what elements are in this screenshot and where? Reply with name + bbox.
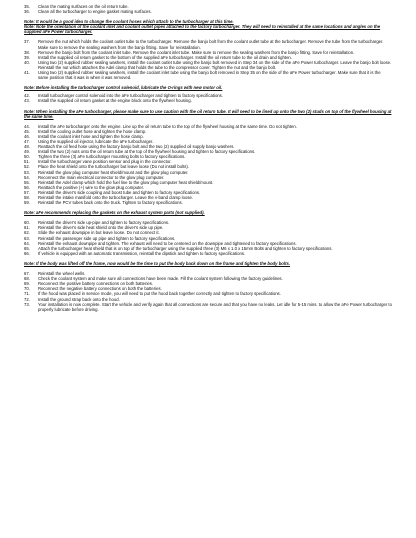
step-text: Install the aFe turbocharger onto the engine. Line up the oil return tube to the top of the flywheel housing at the same time. Do not tighten. xyxy=(38,123,297,129)
step-text: Remove the nut which holds the coolant outlet tube to the turbocharger. Remove the banjo bolt from the coolant outlet tube at the turbocharger. Remove the tube from the turbocharger. Make sure to remove the sealing washers from the banjo fitting. Save for reinstallation. xyxy=(38,39,384,50)
step-text: Reconnect the negative battery connections on both the batteries. xyxy=(38,286,162,292)
step-text: Install the turbocharger vane position sensor and plug in the connector. xyxy=(38,159,172,165)
step-number: 45. xyxy=(24,128,30,134)
step-text: Install the supplied oil return gasket at the engine block onto the flywheel housing. xyxy=(38,98,192,104)
step-text: Reinstall the wheel wells. xyxy=(38,271,86,277)
step-text: Reinstall the driver's side up-pipe and tighten to factory specifications. xyxy=(38,220,170,226)
step-text: Using the supplied oil injector, lubricate the aFe turbocharger. xyxy=(38,138,154,144)
step-number: 40. xyxy=(24,59,30,65)
step-number: 37. xyxy=(24,39,30,45)
step-text: If the hood was placed in service mode, you will need to put the hood back together correctly and tighten to factory specifications. xyxy=(38,291,281,297)
note-oil-return: Note: When installing the aFe turbocharger, please make sure to use caution with the oil return tube. It will need to be lined up onto the two (2) studs on top of the flywheel housing at the same time. xyxy=(24,108,392,119)
step-number: 60. xyxy=(24,220,30,226)
step-number: 72. xyxy=(24,296,30,302)
step-text: Clean all the turbocharger to engine gasket mating surfaces. xyxy=(38,9,152,15)
step-text: Install the supplied oil return gasket to the bottom of the supplied aFe turbocharger. Install the oil return tube to the oil drain and tighten. xyxy=(38,54,292,60)
step-text: Install the coolant inlet hose and tighten the hose clamp. xyxy=(38,133,144,139)
step-number: 48. xyxy=(24,144,30,150)
step-text: Reinstall the Adel clamp which hold the fuel line to the glow plug computer heat shield/mount. xyxy=(38,179,214,185)
step-number: 59. xyxy=(24,200,30,206)
steps-list xyxy=(24,220,392,256)
step-text: Reconnect the main electrical connector to the glow plug computer. xyxy=(38,174,165,180)
steps-list xyxy=(24,39,392,80)
step-number: 47. xyxy=(24,138,30,144)
step-number: 64. xyxy=(24,240,30,246)
step-text: Clean the mating surfaces on the oil return tube. xyxy=(38,4,129,9)
step-text: Reinstall the intake manifold onto the turbocharger. Leave the v-band clamp loose. xyxy=(38,195,193,200)
step-text: Install turbocharger control solenoid into the aFe turbocharger and tighten to factory specifications. xyxy=(38,93,223,99)
list-item xyxy=(24,251,392,256)
step-number: 61. xyxy=(24,225,30,231)
step-text: Install the two (2) nuts onto the oil return tube at the top of the flywheel housing and tighten to factory specifications. xyxy=(38,149,256,155)
step-number: 53. xyxy=(24,169,30,175)
list-item xyxy=(24,9,392,14)
note-body-bolts: Note: If the body was lifted off the frame, now would be the time to put the body back down on the frame and tighten the body bolts. xyxy=(24,260,291,266)
step-text: Install the ground strap back onto the hood. xyxy=(38,296,120,302)
step-number: 69. xyxy=(24,281,30,287)
step-text: Reinstall the exhaust downpipe and tighten. The exhaust will need to be centered on the downpipe and tightened to factory specifications. xyxy=(38,240,297,246)
step-text: Your installation is now complete. Start the vehicle and verify again that all connections are secure and that you have no leaks. Let idle for 5-15 mins. to allow the aFe Power turbocharger to properly lubricate before driving. xyxy=(38,301,392,312)
note-coolant-hoses: Note: It would be a good idea to change the coolant hoses which attach to the turbocharger at this time. xyxy=(24,19,234,25)
step-text: Install the cooling outlet hose and tighten the hose clamp. xyxy=(38,128,147,134)
step-text: If vehicle is equipped with an automatic transmission, reinstall the dipstick and tighten to factory specifications. xyxy=(38,250,246,256)
list-item xyxy=(24,39,392,49)
note-solenoid: Note: Before installing the turbocharger control solenoid, lubricate the O-rings with new motor oil. xyxy=(24,85,223,91)
step-number: 67. xyxy=(24,271,30,277)
step-number: 42. xyxy=(24,93,30,99)
step-text: Reconnect the positive battery connections on both batteries. xyxy=(38,281,154,287)
step-number: 35. xyxy=(24,4,30,9)
step-number: 50. xyxy=(24,154,30,160)
list-item xyxy=(24,98,392,103)
step-number: 68. xyxy=(24,276,30,282)
step-number: 57. xyxy=(24,189,30,195)
step-text: Reinstall the glow plug computer heat shield/mount and the glow plug computer. xyxy=(38,169,189,175)
step-text: Using two (2) supplied rubber sealing washers, install the coolant inlet tube using the banjo bolt removed in Step 35 on the side of the aFe Power turbocharger. Make sure that it is the same position that it was in when it was removed. xyxy=(38,70,381,81)
step-number: 54. xyxy=(24,174,30,180)
step-text: Reattach the oil feed hose using the factory banjo bolt and the two (2) supplied oil supply banjo washers. xyxy=(38,144,235,150)
step-text: Reinstall the driver's side heat shield onto the driver's side up pipe. xyxy=(38,225,164,231)
step-number: 41. xyxy=(24,70,30,76)
step-number: 58. xyxy=(24,195,30,200)
step-text: Tighten the three (3) aFe turbocharger mounting bolts to factory specifications. xyxy=(38,154,186,160)
step-number: 70. xyxy=(24,286,30,292)
note-gaskets: Note: aFe recommends replacing the gaskets on the exhaust system parts (not supplied). xyxy=(24,210,205,216)
steps-list xyxy=(24,93,392,103)
step-text: Slide the exhaust downpipe in but leave loose. Do not connect it. xyxy=(38,230,160,236)
step-number: 39. xyxy=(24,54,30,60)
step-text: Remove the banjo bolt from the coolant inlet tube. Remove the coolant inlet tube. Make sure to remove the sealing washers from the banjo fitting. Save for reinstallation. xyxy=(38,49,355,55)
step-text: Place the heat shield onto the turbocharger but leave loose (Do not install bolts). xyxy=(38,164,189,170)
step-number: 44. xyxy=(24,123,30,129)
step-text: Check the coolant system and make sure all connections have been made. Fill the coolant system following the factory guidelines. xyxy=(38,276,283,282)
step-text: Using two (2) supplied rubber sealing washers, install the coolant outlet tube using the banjo bolt removed in Step 34 on the side of the aFe Power turbocharger. Leave the banjo bolt loose. Reinstall the nut which attaches the Adel clamp that holds the tube to the compressor cover. Tighten the nut and the banjo bolt. xyxy=(38,59,392,70)
step-number: 43. xyxy=(24,98,30,104)
step-text: Reinstall the driver's side coupling and boost tube and tighten to factory specifications. xyxy=(38,189,201,195)
step-number: 55. xyxy=(24,179,30,185)
step-number: 52. xyxy=(24,164,30,170)
list-item xyxy=(24,302,392,312)
step-number: 63. xyxy=(24,235,30,241)
step-text: Attach the turbocharger heat shield that is on top of the turbocharger using the supplied three (3) M6 x 1.0 x 15mm Bolts and tighten to factory specifications. xyxy=(38,245,333,251)
step-number: 56. xyxy=(24,184,30,190)
steps-list xyxy=(24,271,392,312)
step-number: 38. xyxy=(24,49,30,55)
step-number: 36. xyxy=(24,9,30,15)
step-number: 51. xyxy=(24,159,30,165)
step-number: 65. xyxy=(24,245,30,251)
list-item xyxy=(24,70,392,80)
step-text: Reinstall the passenger side up pipe and tighten to factory specifications. xyxy=(38,235,176,241)
steps-list xyxy=(24,4,392,14)
step-number: 71. xyxy=(24,291,30,297)
step-number: 66. xyxy=(24,250,30,256)
step-text: Reattach the positive (+) wire to the glow plug computer. xyxy=(38,184,144,190)
step-number: 49. xyxy=(24,149,30,155)
list-item xyxy=(24,200,392,205)
steps-list xyxy=(24,124,392,206)
step-number: 62. xyxy=(24,230,30,236)
note-pipe-orientation: Note: Note the orientation of the coolant inlet and coolant outlet pipes attached to the factory turbocharger. They will need to reinstalled at the same locations and angles on the supplied aFe Power turbocharger. xyxy=(24,24,381,35)
step-number: 46. xyxy=(24,133,30,139)
step-number: 73. xyxy=(24,301,30,307)
list-item xyxy=(24,60,392,70)
step-text: Reinstall the PCV tubes back onto the truck. Tighten to factory specifications. xyxy=(38,200,183,206)
